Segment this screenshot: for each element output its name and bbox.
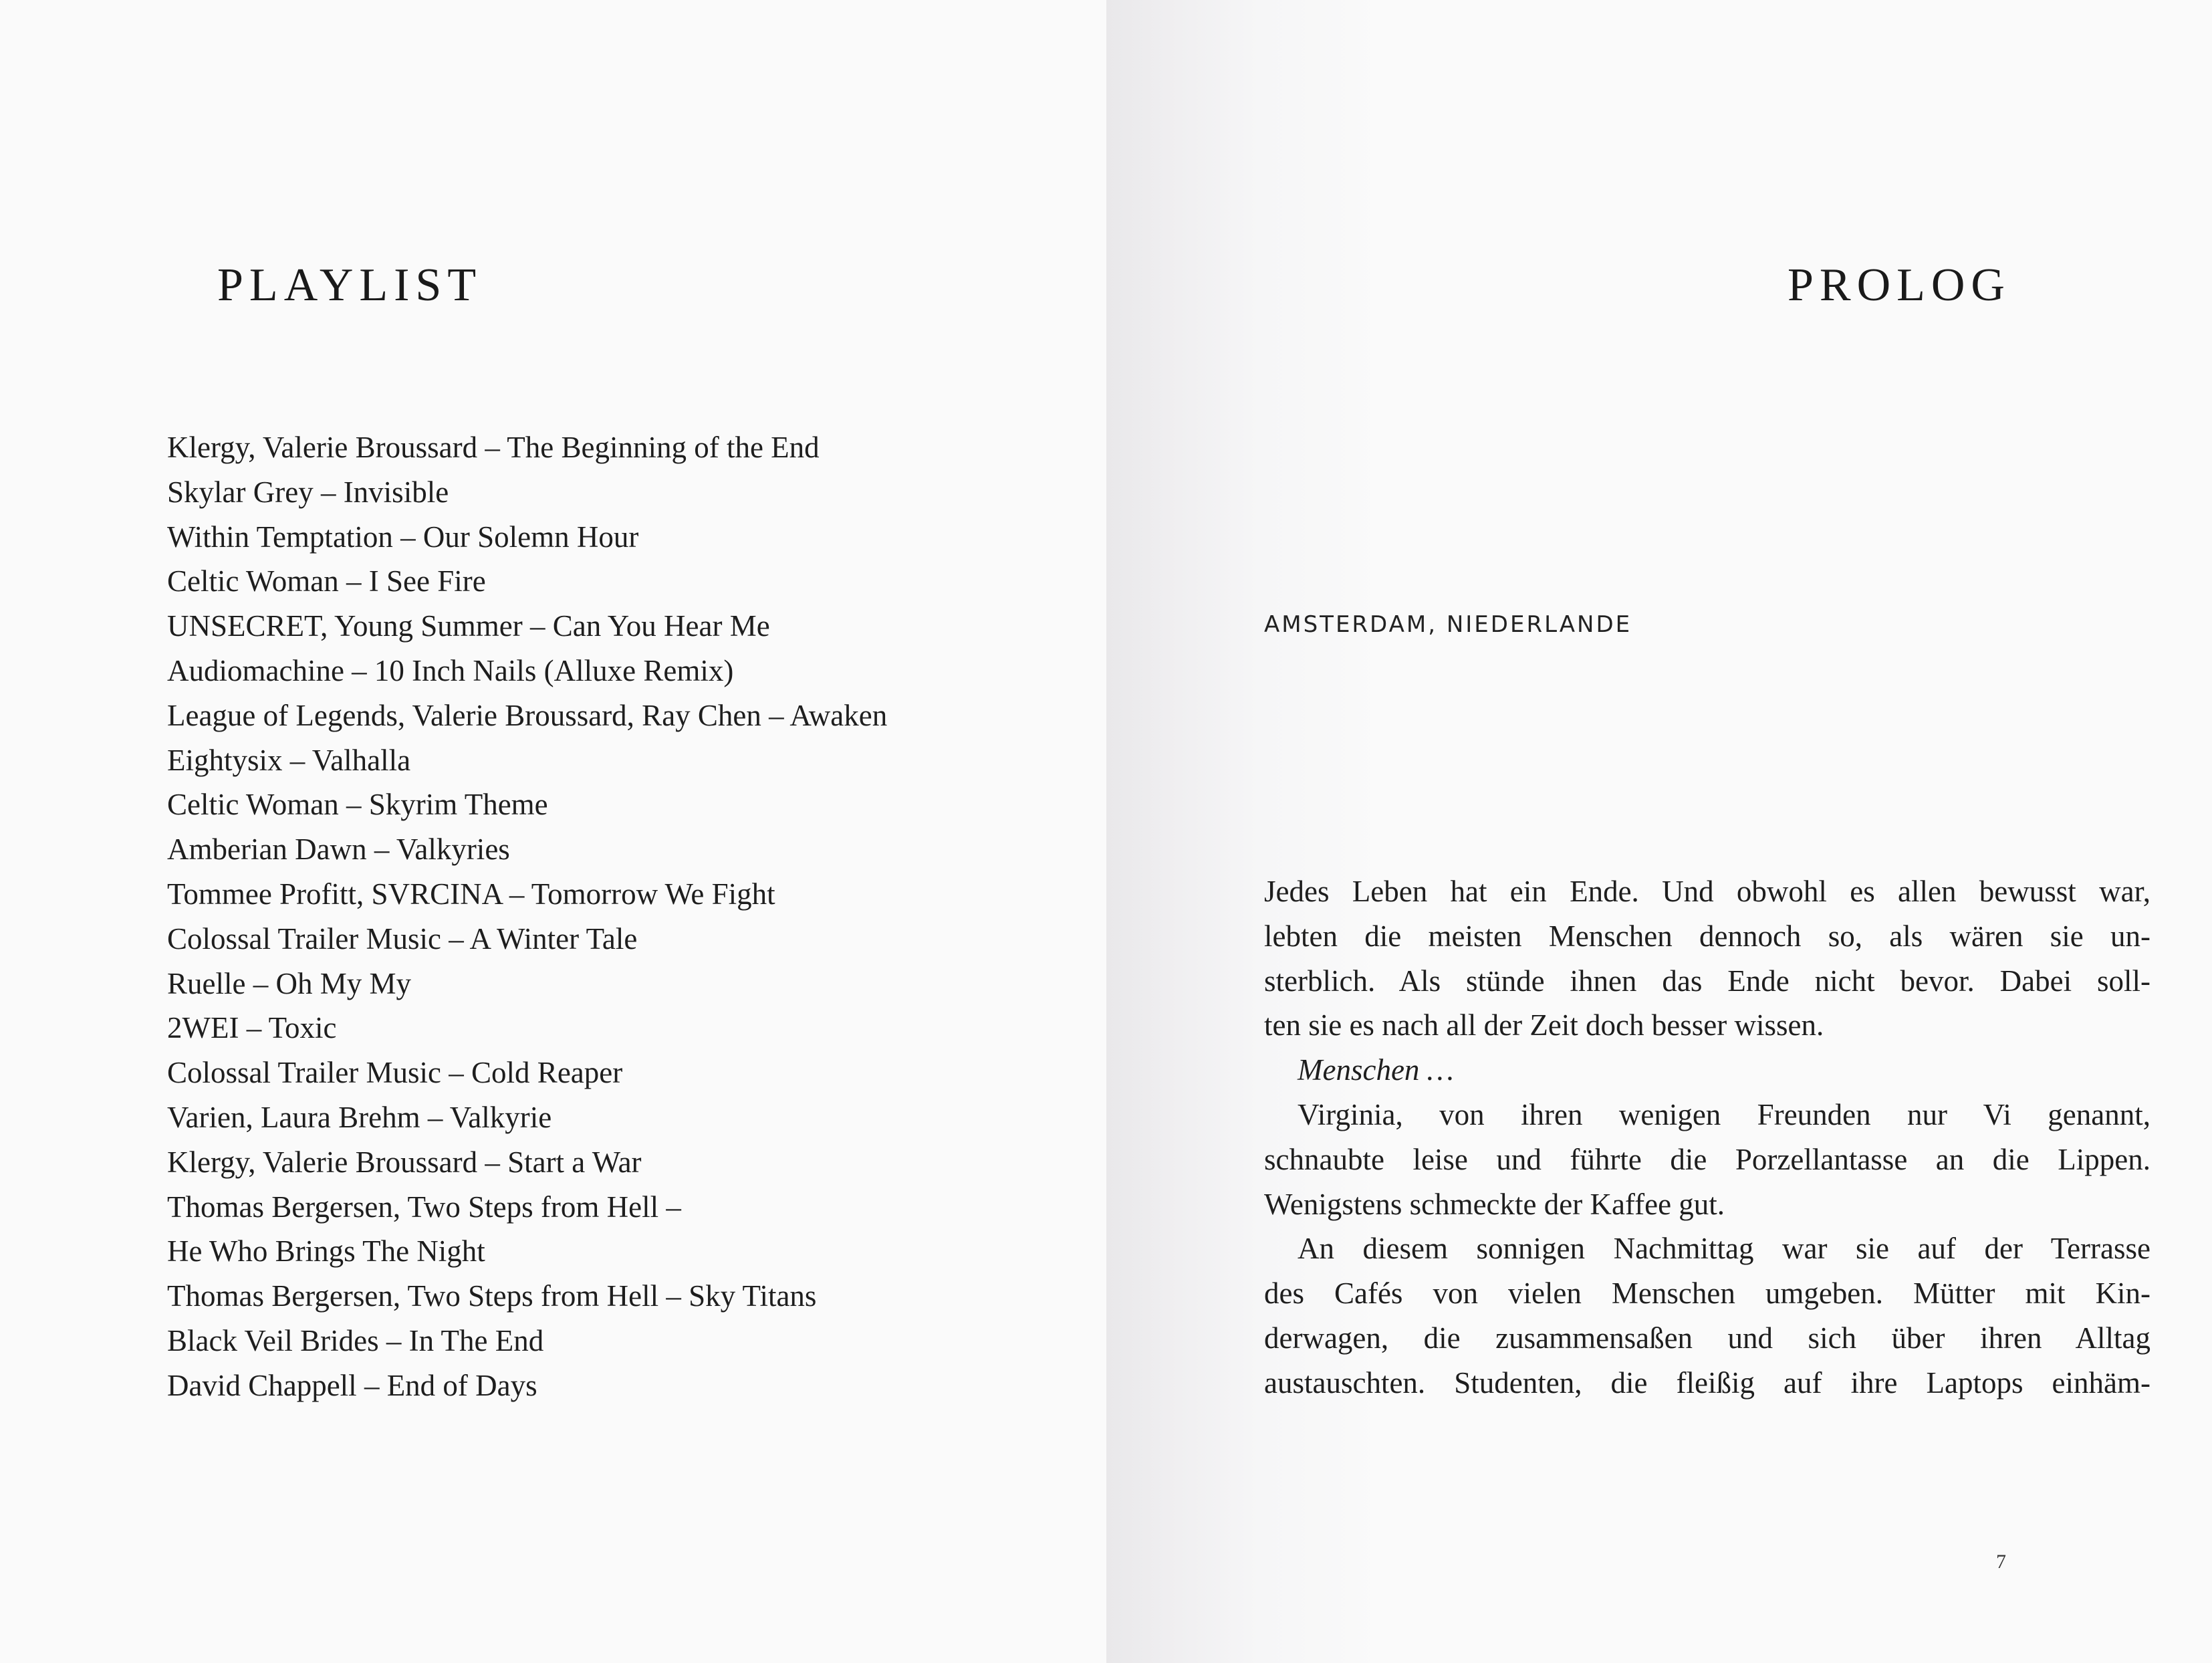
text-line: des Cafés von vielen Menschen umgeben. Mütter mit Kin- xyxy=(1264,1277,2150,1311)
text-line: Jedes Leben hat ein Ende. Und obwohl es allen bewusst war, xyxy=(1264,875,2150,908)
text-line: Virginia, von ihren wenigen Freunden nur Vi genannt, xyxy=(1298,1097,2150,1131)
list-item: Amberian Dawn – Valkyries xyxy=(167,833,510,867)
text-line: An diesem sonnigen Nachmittag war sie auf der Terrasse xyxy=(1298,1232,2150,1266)
page-number: 7 xyxy=(1996,1551,2006,1573)
list-item: Colossal Trailer Music – A Winter Tale xyxy=(167,921,638,956)
list-item: Skylar Grey – Invisible xyxy=(167,475,449,509)
prolog-body xyxy=(1264,869,2150,1406)
paragraph xyxy=(1264,869,2150,1048)
list-item: Klergy, Valerie Broussard – Start a War xyxy=(167,1145,642,1179)
page-title-playlist: PLAYLIST xyxy=(217,259,483,311)
text-line: Wenigstens schmeckte der Kaffee gut. xyxy=(1264,1187,1725,1221)
location-heading: AMSTERDAM, NIEDERLANDE xyxy=(1264,611,1632,638)
text-line xyxy=(1264,1048,2150,1093)
list-item: Klergy, Valerie Broussard – The Beginning of the End xyxy=(167,431,820,464)
list-item: Black Veil Brides – In The End xyxy=(167,1323,544,1357)
paragraph xyxy=(1264,1048,2150,1093)
text-line: schnaubte leise und führte die Porzellantasse an die Lippen. xyxy=(1264,1142,2150,1176)
list-item: Celtic Woman – Skyrim Theme xyxy=(167,788,548,822)
italic-text: Menschen … xyxy=(1298,1053,1454,1087)
list-item: UNSECRET, Young Summer – Can You Hear Me xyxy=(167,609,770,643)
list-item: Within Temptation – Our Solemn Hour xyxy=(167,520,639,554)
page-title-prolog: PROLOG xyxy=(1787,259,2011,311)
list-item: 2WEI – Toxic xyxy=(167,1011,337,1045)
list-item: Thomas Bergersen, Two Steps from Hell – Sky Titans xyxy=(167,1279,817,1313)
text-line: austauschten. Studenten, die fleißig auf ihre Laptops einhäm- xyxy=(1264,1365,2150,1400)
paragraph xyxy=(1264,1093,2150,1226)
list-item: David Chappell – End of Days xyxy=(167,1368,537,1402)
text-line: lebten die meisten Menschen dennoch so, als wären sie un- xyxy=(1264,919,2150,953)
text-line: sterblich. Als stünde ihnen das Ende nicht bevor. Dabei soll- xyxy=(1264,964,2150,998)
text-line: ten sie es nach all der Zeit doch besser wissen. xyxy=(1264,1008,1824,1042)
paragraph xyxy=(1264,1226,2150,1405)
list-item: Celtic Woman – I See Fire xyxy=(167,564,486,598)
list-item: Ruelle – Oh My My xyxy=(167,966,411,1000)
list-item: Tommee Profitt, SVRCINA – Tomorrow We Fight xyxy=(167,877,775,911)
list-item: League of Legends, Valerie Broussard, Ray Chen – Awaken xyxy=(167,698,888,732)
list-item: Colossal Trailer Music – Cold Reaper xyxy=(167,1056,623,1090)
list-item: Eightysix – Valhalla xyxy=(167,743,411,777)
playlist xyxy=(167,425,887,1408)
right-page xyxy=(1106,0,2212,1663)
list-item: Audiomachine – 10 Inch Nails (Alluxe Remix) xyxy=(167,653,734,687)
list-item: He Who Brings The Night xyxy=(167,1234,485,1268)
list-item: Thomas Bergersen, Two Steps from Hell – xyxy=(167,1190,681,1224)
text-line: derwagen, die zusammensaßen und sich über ihren Alltag xyxy=(1264,1321,2150,1355)
list-item: Varien, Laura Brehm – Valkyrie xyxy=(167,1100,552,1134)
